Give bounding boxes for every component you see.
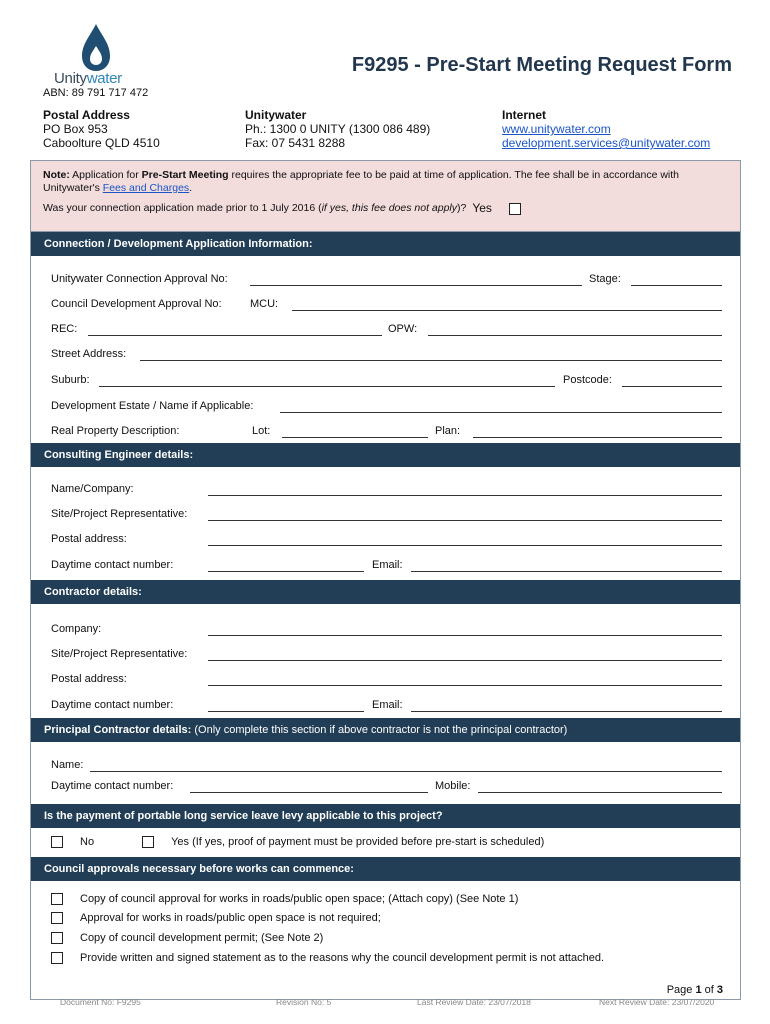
rec-field[interactable] [88, 335, 382, 336]
council-approval-label: Council Development Approval No: [51, 298, 222, 310]
contractor-company-field[interactable] [208, 635, 722, 636]
section-connection-header: Connection / Development Application Information: [31, 232, 740, 256]
estate-label: Development Estate / Name if Applicable: [51, 400, 254, 412]
engineer-phone-field[interactable] [208, 571, 364, 572]
principal-name-field[interactable] [90, 771, 722, 772]
footer-last-review: Last Review Date: 23/07/2018 [417, 997, 531, 1007]
postcode-field[interactable] [622, 386, 722, 387]
council-option-2-checkbox[interactable] [51, 912, 63, 924]
section-principal-header: Principal Contractor details: (Only complete this section if above contractor is not the principal contractor) [31, 718, 740, 742]
footer-revision-no: Revision No: 5 [276, 997, 332, 1007]
section-contractor-header: Contractor details: [31, 580, 740, 604]
rpd-label: Real Property Description: [51, 425, 180, 437]
engineer-phone-label: Daytime contact number: [51, 559, 174, 571]
contractor-email-field[interactable] [411, 711, 722, 712]
suburb-label: Suburb: [51, 374, 90, 386]
principal-name-label: Name: [51, 759, 84, 771]
rec-label: REC: [51, 323, 78, 335]
suburb-field[interactable] [99, 386, 555, 387]
council-option-2: Approval for works in roads/public open space is not required; [51, 912, 381, 924]
engineer-email-label: Email: [372, 559, 403, 571]
contact-block: Unitywater Ph.: 1300 0 UNITY (1300 086 489) Fax: 07 5431 8288 [245, 108, 431, 150]
mcu-field[interactable] [292, 310, 722, 311]
engineer-postal-label: Postal address: [51, 533, 127, 545]
levy-no-checkbox[interactable] [51, 836, 63, 848]
internet-block: Internet www.unitywater.com development.services@unitywater.com [502, 108, 711, 150]
council-option-1: Copy of council approval for works in roads/public open space; (Attach copy) (See Note 1) [51, 893, 518, 905]
contractor-phone-field[interactable] [208, 711, 364, 712]
estate-field[interactable] [280, 412, 722, 413]
engineer-email-field[interactable] [411, 571, 722, 572]
contractor-company-label: Company: [51, 623, 102, 635]
opw-field[interactable] [428, 335, 722, 336]
engineer-rep-field[interactable] [208, 520, 722, 521]
fee-question: Was your connection application made prior to 1 July 2016 ( if yes, this fee does not apply )? Yes [43, 202, 728, 215]
council-option-4: Provide written and signed statement as to the reasons why the council development permit is not attached. [51, 952, 604, 964]
street-field[interactable] [140, 360, 722, 361]
contractor-postal-field[interactable] [208, 685, 722, 686]
opw-label: OPW: [388, 323, 418, 335]
section-levy-header: Is the payment of portable long service leave levy applicable to this project? [31, 804, 740, 828]
stage-label: Stage: [589, 273, 621, 285]
website-link[interactable]: www.unitywater.com [502, 122, 611, 136]
principal-mobile-label: Mobile: [435, 780, 471, 792]
footer-document-no: Document No: F9295 [60, 997, 141, 1007]
footer-next-review: Next Review Date: 23/07/2020 [599, 997, 715, 1007]
council-option-3-checkbox[interactable] [51, 932, 63, 944]
logo-wordmark: Unitywater [54, 70, 122, 87]
engineer-rep-label: Site/Project Representative: [51, 508, 188, 520]
principal-phone-label: Daytime contact number: [51, 780, 174, 792]
postal-address-block: Postal Address PO Box 953 Caboolture QLD 4510 [43, 108, 160, 150]
street-label: Street Address: [51, 348, 127, 360]
fee-note-text: Note: Application for Pre-Start Meeting requires the appropriate fee to be paid at time of application. The fee shall be in accordance with Unitywater's Fees and Charges. [43, 169, 679, 194]
lot-label: Lot: [252, 425, 271, 437]
levy-yes-checkbox[interactable] [142, 836, 154, 848]
uw-approval-field[interactable] [250, 285, 582, 286]
fee-note-box [30, 160, 741, 232]
principal-mobile-field[interactable] [478, 792, 722, 793]
email-link[interactable]: development.services@unitywater.com [502, 136, 711, 150]
contractor-email-label: Email: [372, 699, 403, 711]
section-council-header: Council approvals necessary before works can commence: [31, 857, 740, 881]
fee-yes-checkbox[interactable] [509, 203, 521, 215]
engineer-name-label: Name/Company: [51, 483, 134, 495]
principal-phone-field[interactable] [190, 792, 428, 793]
council-option-3: Copy of council development permit; (See Note 2) [51, 932, 323, 944]
stage-field[interactable] [631, 285, 722, 286]
council-option-1-checkbox[interactable] [51, 893, 63, 905]
form-frame [30, 232, 741, 1000]
plan-field[interactable] [473, 437, 722, 438]
council-option-4-checkbox[interactable] [51, 952, 63, 964]
levy-options: No Yes (If yes, proof of payment must be provided before pre-start is scheduled) [51, 836, 544, 848]
mcu-label: MCU: [250, 298, 279, 310]
contractor-rep-label: Site/Project Representative: [51, 648, 188, 660]
engineer-postal-field[interactable] [208, 545, 722, 546]
postcode-label: Postcode: [563, 374, 612, 386]
lot-field[interactable] [282, 437, 428, 438]
contractor-postal-label: Postal address: [51, 673, 127, 685]
form-title: F9295 - Pre-Start Meeting Request Form [351, 54, 732, 76]
engineer-name-field[interactable] [208, 495, 722, 496]
section-engineer-header: Consulting Engineer details: [31, 443, 740, 467]
fees-and-charges-link[interactable]: Fees and Charges [102, 182, 190, 194]
page-number: Page 1 of 3 [666, 984, 723, 996]
contractor-phone-label: Daytime contact number: [51, 699, 174, 711]
contractor-rep-field[interactable] [208, 660, 722, 661]
uw-approval-label: Unitywater Connection Approval No: [51, 273, 228, 285]
plan-label: Plan: [435, 425, 461, 437]
abn-number: ABN: 89 791 717 472 [43, 87, 149, 99]
